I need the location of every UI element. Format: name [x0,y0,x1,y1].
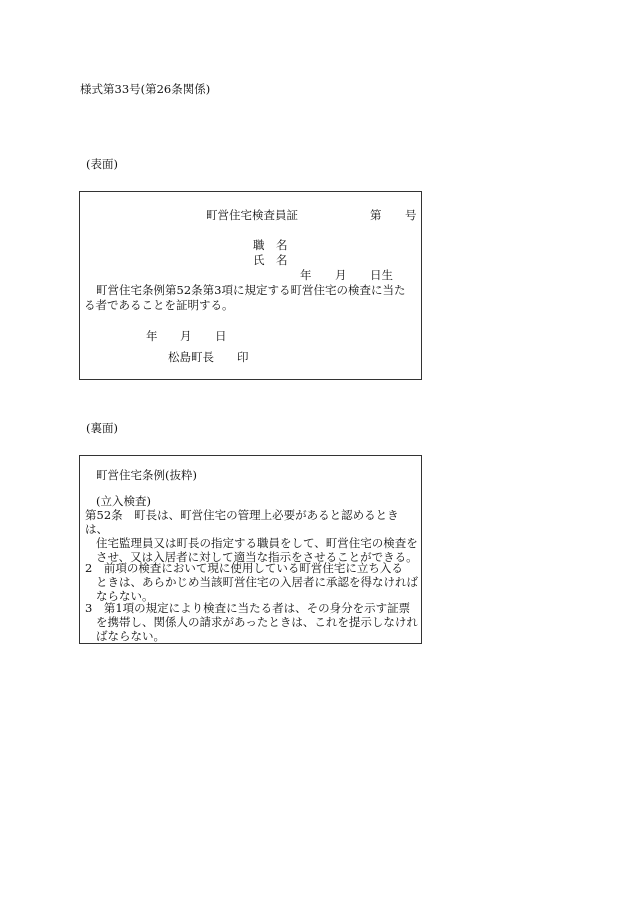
article-52-item-3 [85,601,421,643]
number-prefix: 第 [370,208,382,222]
certification-line-2: る者であることを証明する。 [84,298,234,312]
item-2-first-line: 2 前項の検査において現に使用している町営住宅に立ち入る [85,561,403,575]
certification-line-1: 町営住宅条例第52条第3項に規定する町営住宅の検査に当た [96,283,406,297]
issuer: 松島町長 [168,350,214,364]
item-3-first-line: 3 第1項の規定により検査に当たる者は、その身分を示す証票 [85,601,411,615]
date-day: 日 [215,329,227,343]
back-label: (裏面) [86,421,118,435]
number-suffix: 号 [405,208,417,222]
card-title: 町営住宅検査員証 [206,208,298,222]
dob-day: 日生 [370,268,393,282]
article-52-item-2 [85,561,421,603]
back-heading: 町営住宅条例(抜粋) [96,468,197,482]
seal-mark: 印 [237,350,249,364]
dob-year: 年 [300,268,312,282]
item-3-body: を携帯し、関係人の請求があったときは、これを提示しなければならない。 [96,615,418,643]
article-52 [85,508,421,564]
front-label: (表面) [86,157,118,171]
form-title: 様式第33号(第26条関係) [80,82,211,96]
date-month: 月 [180,329,192,343]
date-year: 年 [146,329,158,343]
item-2-body: ときは、あらかじめ当該町営住宅の入居者に承認を得なければならない。 [96,575,418,603]
back-subheading: (立入検査) [96,494,151,508]
article-52-body: 住宅監理員又は町長の指定する職員をして、町営住宅の検査をさせ、又は入居者に対して適当な指示をさせることができる。 [96,536,418,564]
article-52-first-line: 第52条 町長は、町営住宅の管理上必要があると認めるときは、 [85,508,399,536]
field-post: 職 名 [253,238,288,252]
dob-month: 月 [335,268,347,282]
field-name: 氏 名 [253,253,288,267]
